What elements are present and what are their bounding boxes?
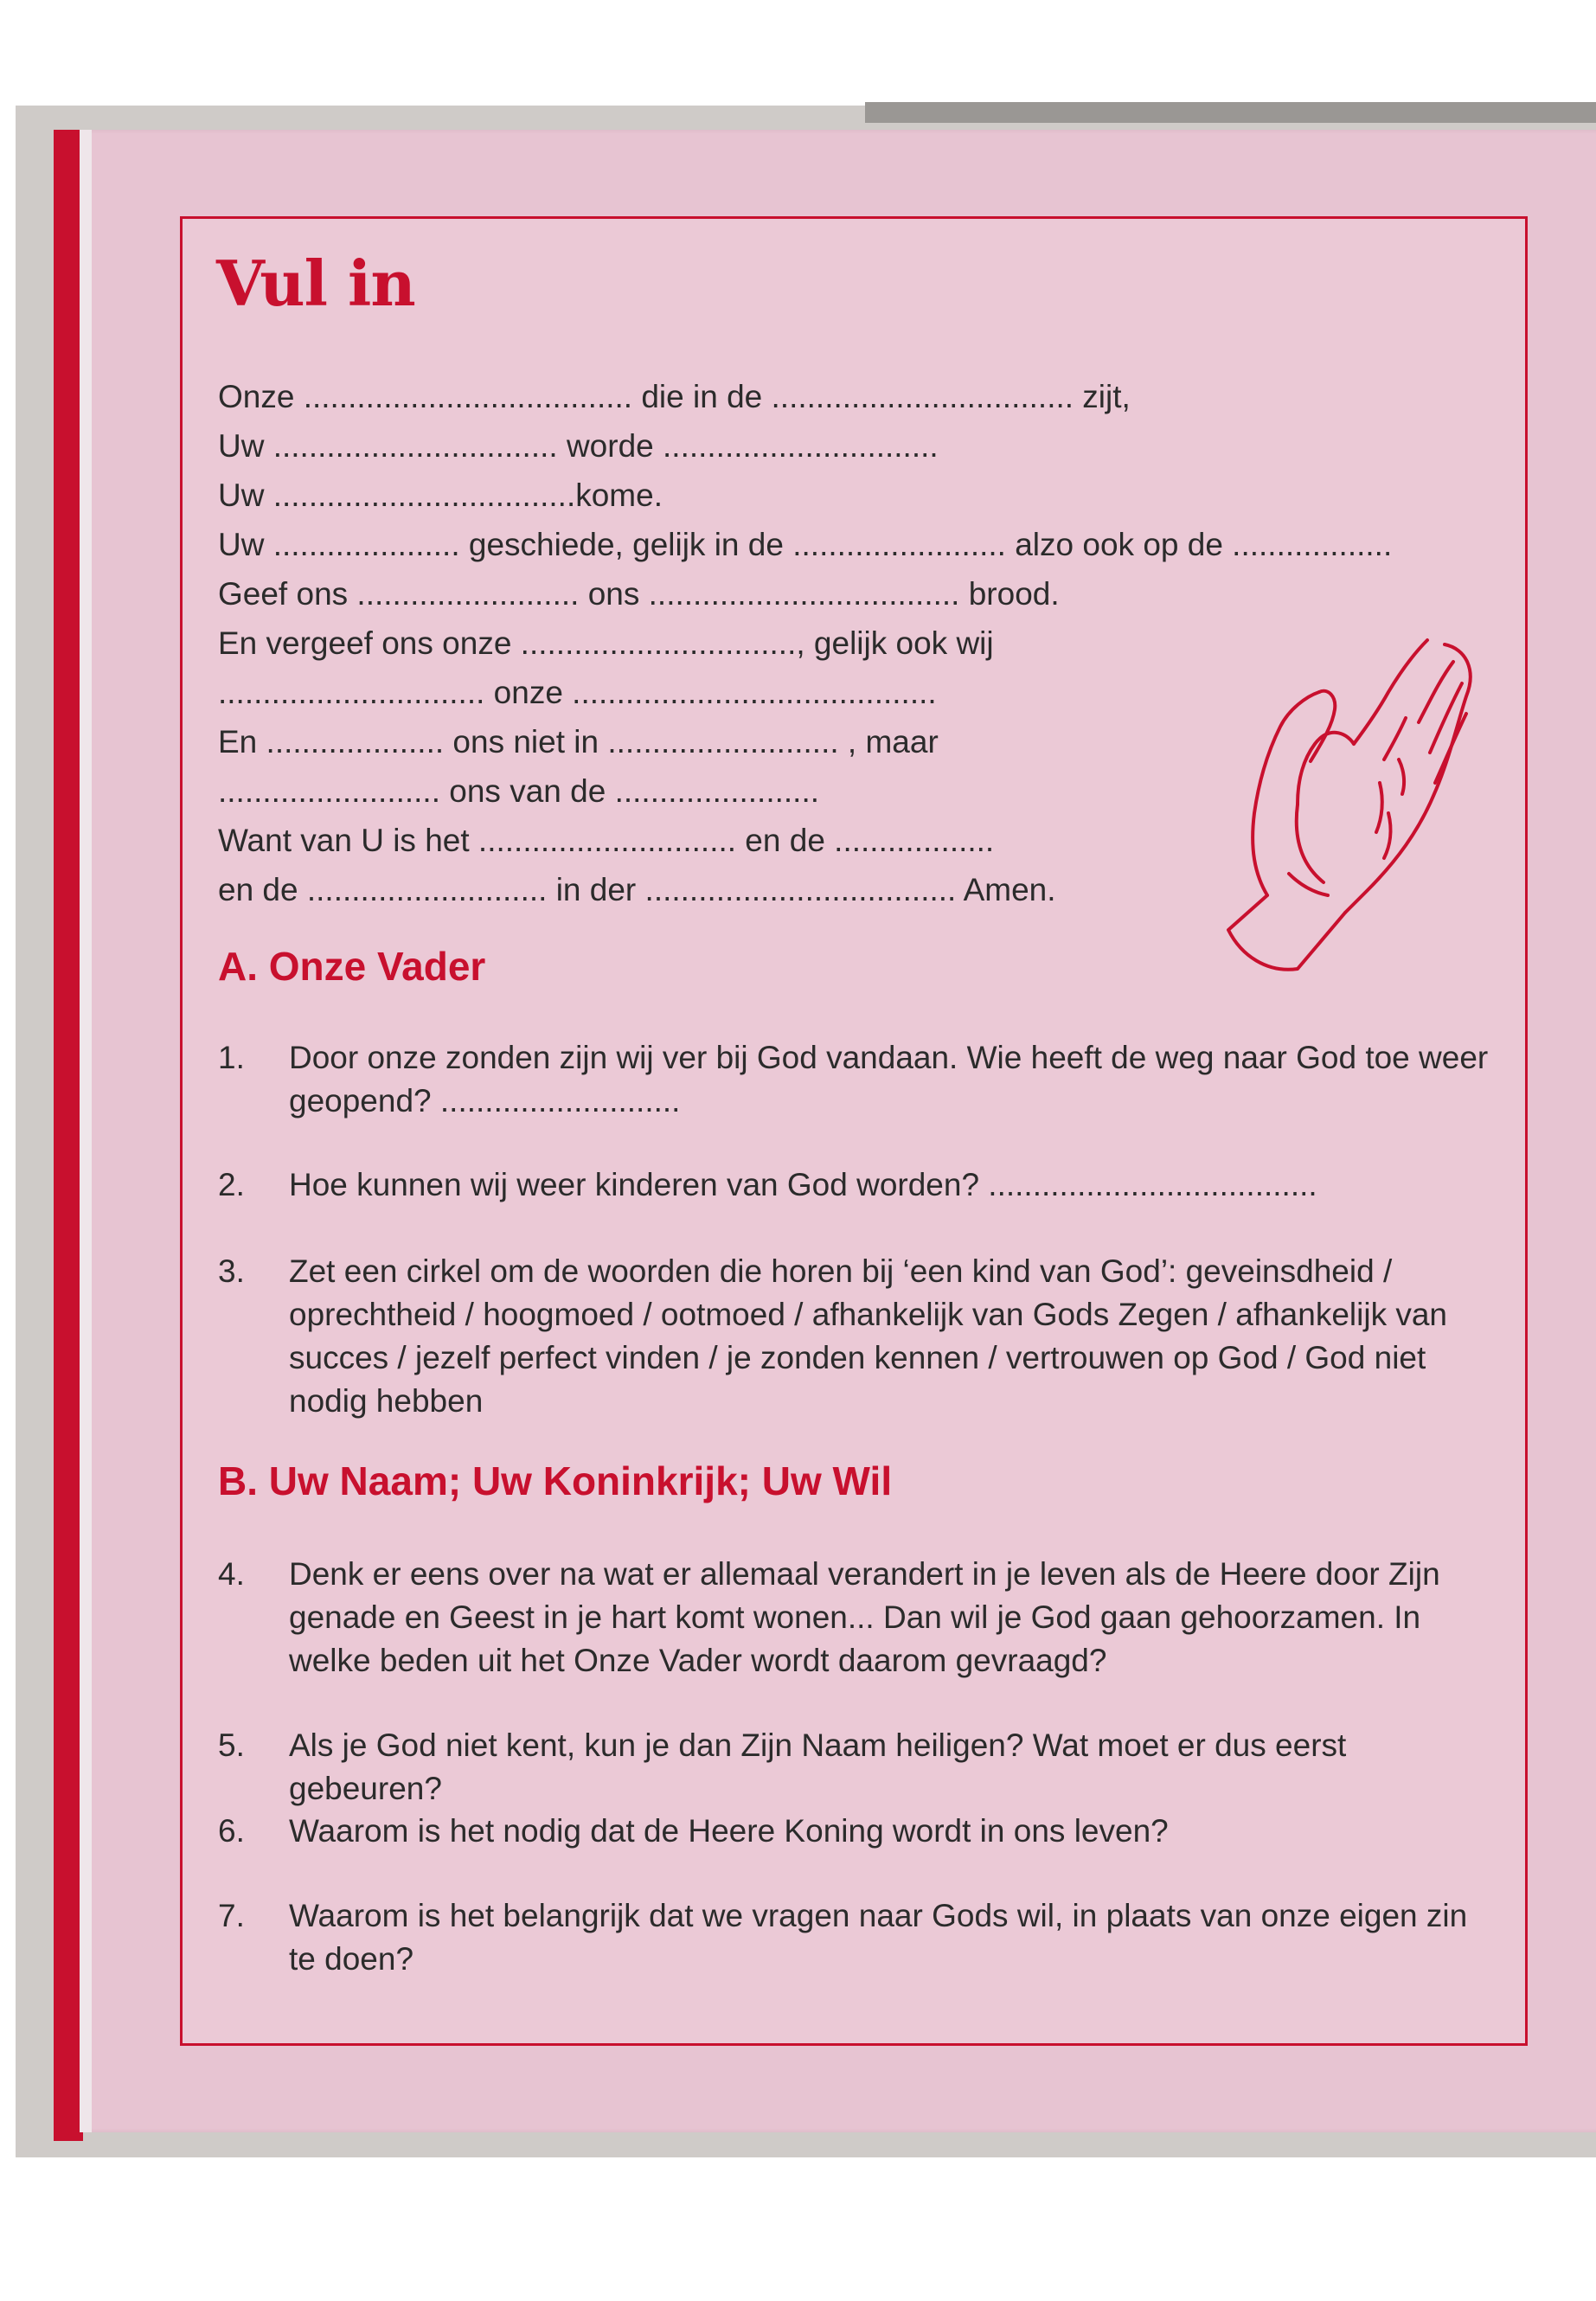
- prayer-line: En .................... ons niet in .......................... , maar: [218, 724, 939, 760]
- binder-top-edge: [865, 102, 1596, 123]
- question-text: Denk er eens over na wat er allemaal verandert in je leven als de Heere door Zijn genade en Geest in je hart komt wonen... Dan wil je God gaan gehoorzamen. In welke beden uit het Onze Vader wordt daarom gevraagd?: [289, 1556, 1440, 1678]
- prayer-line: Onze ..................................... die in de .................................. zijt,: [218, 379, 1131, 414]
- question-1: [218, 1036, 1498, 1123]
- question-text: Hoe kunnen wij weer kinderen van God worden? .....................................: [289, 1167, 1317, 1202]
- prayer-line: Uw ..................... geschiede, gelijk in de ........................ alzo ook op de ..................: [218, 527, 1393, 562]
- red-spine: [54, 130, 83, 2141]
- prayer-line: Geef ons ......................... ons ................................... brood.: [218, 576, 1060, 612]
- question-number: 6.: [218, 1813, 245, 1849]
- prayer-line: en de ........................... in der ................................... Amen.: [218, 872, 1056, 907]
- question-text: Waarom is het belangrijk dat we vragen naar Gods wil, in plaats van onze eigen zin te doen?: [289, 1898, 1468, 1977]
- question-7: [218, 1894, 1498, 1981]
- question-number: 1.: [218, 1040, 245, 1075]
- question-number: 5.: [218, 1727, 245, 1763]
- prayer-line: En vergeef ons onze ..............................., gelijk ook wij: [218, 625, 994, 661]
- prayer-line: ......................... ons van de .......................: [218, 773, 820, 809]
- page-title: Vul in: [216, 247, 415, 320]
- question-number: 3.: [218, 1253, 245, 1289]
- praying-hands-icon: [1207, 631, 1484, 977]
- prayer-line: Uw ................................ worde ...............................: [218, 428, 939, 464]
- section-a-heading: A. Onze Vader: [218, 944, 486, 989]
- question-5: [218, 1724, 1498, 1811]
- question-number: 4.: [218, 1556, 245, 1592]
- prayer-line: Want van U is het ............................. en de ..................: [218, 823, 995, 858]
- question-text: Door onze zonden zijn wij ver bij God vandaan. Wie heeft de weg naar God toe weer geopend? ...........................: [289, 1040, 1489, 1118]
- question-number: 7.: [218, 1898, 245, 1933]
- question-text: Waarom is het nodig dat de Heere Koning wordt in ons leven?: [289, 1813, 1169, 1849]
- question-text: Als je God niet kent, kun je dan Zijn Naam heiligen? Wat moet er dus eerst gebeuren?: [289, 1727, 1347, 1806]
- prayer-line: .............................. onze .........................................: [218, 675, 937, 710]
- section-b-heading: B. Uw Naam; Uw Koninkrijk; Uw Wil: [218, 1458, 893, 1503]
- prayer-line: Uw ..................................kome.: [218, 478, 663, 513]
- question-3: [218, 1250, 1498, 1423]
- question-6: [218, 1810, 1498, 1853]
- question-text: Zet een cirkel om de woorden die horen bij ‘een kind van God’: geveinsdheid / oprechtheid / hoogmoed / ootmoed / afhankelijk van Gods Zegen / afhankelijk van succes / jezelf perfect vinden / je zonden kennen / vertrouwen op God / God niet nodig hebben: [289, 1253, 1448, 1419]
- question-2: [218, 1163, 1498, 1207]
- question-number: 2.: [218, 1167, 245, 1202]
- question-4: [218, 1553, 1498, 1682]
